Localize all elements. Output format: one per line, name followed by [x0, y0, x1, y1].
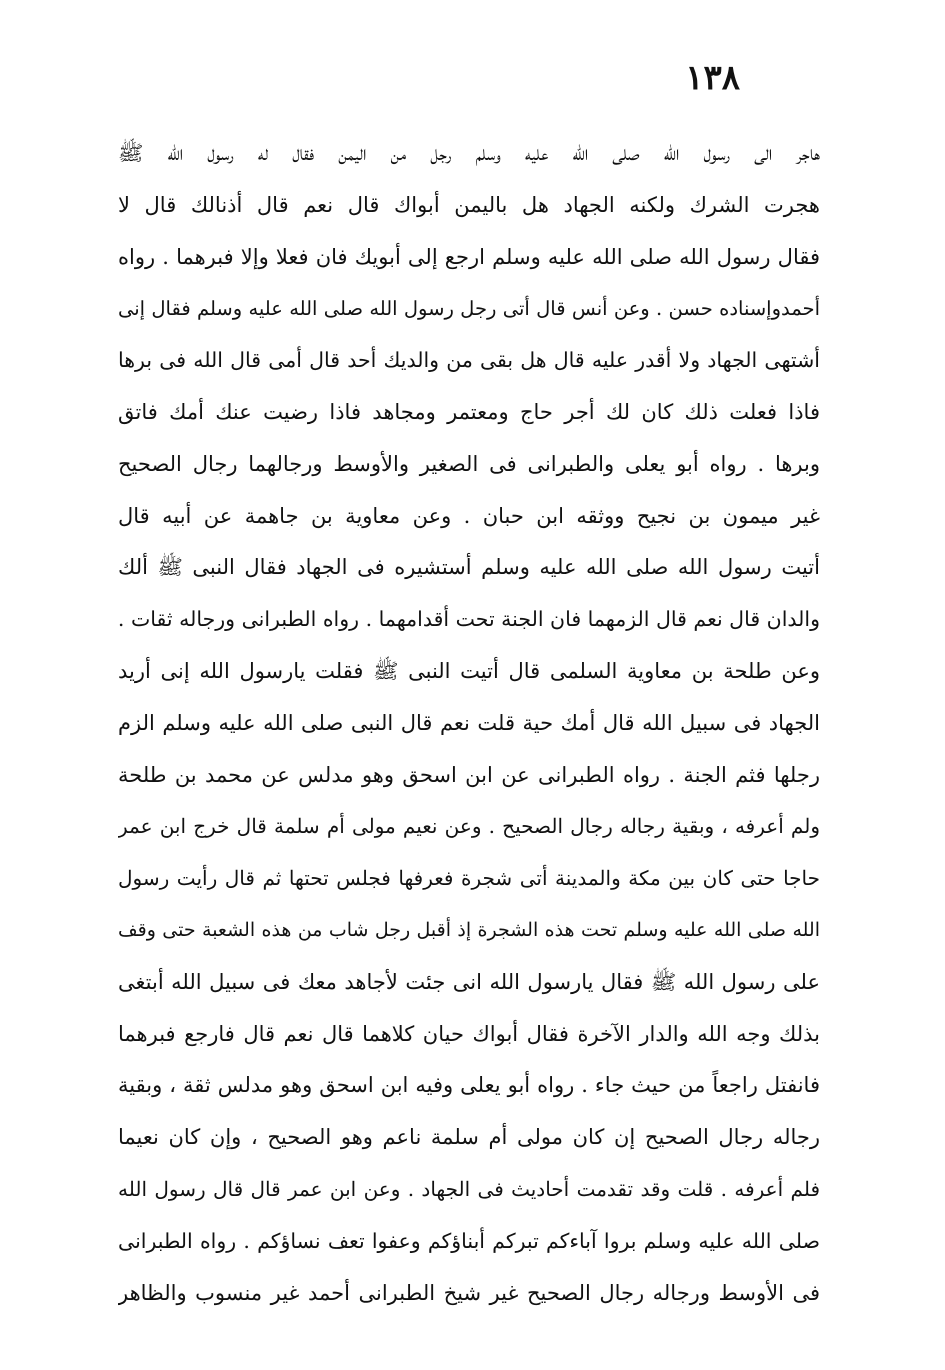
text-line: وبرها . رواه أبو يعلى والطبرانى فى الصغير والأوسط ورجالهما رجال الصحيح [118, 451, 820, 476]
text-line: أحمدوإسناده حسن . وعن أنس قال أتى رجل رسول الله صلى الله عليه وسلم فقال إنى [118, 297, 820, 321]
text-line: ولم أعرفه ، وبقية رجاله رجال الصحيح . وعن نعيم مولى أم سلمة قال خرج ابن عمر [118, 814, 820, 839]
text-line: فى الأوسط ورجاله رجال الصحيح غير شيخ الطبرانى أحمد غير منسوب والظاهر [118, 1280, 820, 1305]
text-line: رجاله رجال الصحيح إن كان مولى أم سلمة ناعم وهو الصحيح ، وإن كان نعيما [118, 1125, 820, 1150]
page-number: ١٣٨ [685, 58, 740, 98]
text-line: الله صلى الله عليه وسلم تحت هذه الشجرة إذ أقبل رجل شاب من هذه الشعبة حتى وقف [118, 918, 820, 941]
body-text [118, 128, 820, 1319]
text-line: أتيت رسول الله صلى الله عليه وسلم أستشيره فى الجهاد فقال النبى ﷺ ألك [118, 555, 820, 580]
text-line: غير ميمون بن نجيح ووثقه ابن حبان . وعن معاوية بن جاهمة عن أبيه قال [118, 503, 820, 528]
text-line: بذلك وجه الله والدار الآخرة فقال أبواك حيان كلاهما قال نعم قال فارجع فبرهما [118, 1021, 820, 1046]
text-line: صلى الله عليه وسلم بروا آباءكم تبركم أبناؤكم وعفوا تعف نساؤكم . رواه الطبرانى [118, 1228, 820, 1253]
text-line: أشتهى الجهاد ولا أقدر عليه قال هل بقى من والديك أحد قال أمى قال الله فى برها [118, 348, 820, 373]
text-line: هاجر الى رسول الله صلى الله عليه وسلم رجل من اليمن فقال له رسول الله ﷺ [118, 141, 820, 165]
text-line: فلم أعرفه . قلت وقد تقدمت أحاديث فى الجهاد . وعن ابن عمر قال قال رسول الله [118, 1176, 820, 1201]
text-line: فانفتل راجعاً من حيث جاء . رواه أبو يعلى وفيه ابن اسحق وهو مدلس ثقة ، وبقية [118, 1073, 820, 1098]
text-line: والدان قال نعم قال الزمهما فان الجنة تحت أقدامهما . رواه الطبرانى ورجاله ثقات . [118, 607, 820, 632]
text-line: رجلها فثم الجنة . رواه الطبرانى عن ابن اسحق وهو مدلس عن محمد بن طلحة [118, 762, 820, 787]
text-line: فقال رسول الله صلى الله عليه وسلم ارجع إلى أبويك فان فعلا وإلا فبرهما . رواه [118, 244, 820, 269]
text-line: فاذا فعلت ذلك كان لك أجر حاج ومعتمر ومجاهد فاذا رضيت عنك أمك فاتق [118, 399, 820, 424]
text-line: حاجا حتى كان بين مكة والمدينة أتى شجرة فعرفها فجلس تحتها ثم قال رأيت رسول [118, 866, 820, 891]
text-line: وعن طلحة بن معاوية السلمى قال أتيت النبى ﷺ فقلت يارسول الله إنى أريد [118, 658, 820, 683]
text-line: على رسول الله ﷺ فقال يارسول الله انى جئت لأجاهد معك فى سبيل الله أبتغى [118, 969, 820, 994]
text-line: هجرت الشرك ولكنه الجهاد هل باليمن أبواك قال نعم قال أذنالك قال لا [118, 192, 820, 217]
text-line: الجهاد فى سبيل الله قال أمك حية قلت نعم قال النبى صلى الله عليه وسلم الزم [118, 710, 820, 735]
